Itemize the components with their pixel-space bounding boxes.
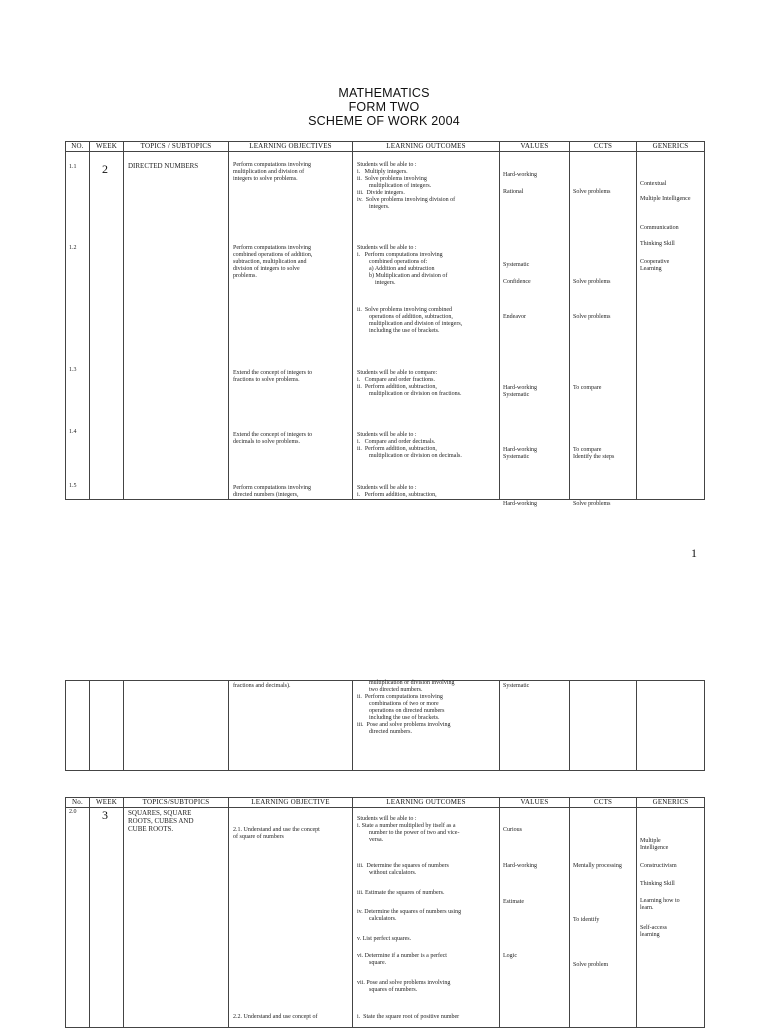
values-column: [500, 681, 570, 771]
generic-text: Thinking Skill: [640, 881, 675, 887]
generic-text: Multiple Intelligence: [640, 196, 691, 202]
generic-text: Multiple Intelligence: [640, 838, 669, 851]
outcome-1-5: Students will be able to : i. Perform addition, subtraction,: [357, 485, 437, 498]
header-no: No.: [66, 798, 90, 808]
outcome-continuation: multiplication or division involving two directed numbers. ii. Perform computations involving combinations of two or more operations on directed numbers including the use of brackets. iii. Pose and solve problems involving directed numbers.: [357, 680, 455, 735]
scheme-table-1: [65, 141, 705, 507]
table-body-row: [66, 152, 705, 500]
header-learning-objectives: LEARNING OBJECTIVES: [229, 142, 353, 152]
generic-text: Learning how to learn.: [640, 898, 680, 911]
objective-1-1: Perform computations involving multiplication and division of integers to solve problems.: [233, 162, 311, 182]
title-form-two: FORM TWO: [348, 100, 420, 114]
page-number: 1: [691, 546, 697, 560]
ccts-text: To compare Identify the steps: [573, 447, 615, 460]
table-body-row: [66, 808, 705, 1028]
objectives-column: [229, 808, 353, 1028]
topics-column: [124, 152, 229, 500]
header-topics: TOPICS/SUBTOPICS: [124, 798, 229, 808]
continuation-table: [65, 680, 705, 771]
header-generics: GENERICS: [637, 142, 705, 152]
header-values: VALUES: [500, 798, 570, 808]
ccts-column: [570, 152, 637, 507]
table-header-row: [66, 142, 705, 152]
week-number: 3: [102, 808, 108, 822]
outcomes-column: [353, 808, 500, 1028]
objectives-column: [229, 152, 353, 500]
objective-1-5: Perform computations involving directed numbers (integers,: [233, 485, 311, 498]
value-text: Systematic: [503, 683, 530, 689]
ccts-text: Solve problems: [573, 501, 611, 507]
outcome-2: Students will be able to : i. State a number multiplied by itself as a number to the power of two and vice- versa.: [357, 816, 460, 843]
week-number: 2: [102, 162, 108, 176]
value-text: Estimate: [503, 899, 524, 905]
ccts-text: To identify: [573, 917, 600, 923]
value-text: Hard-working Systematic: [503, 385, 537, 398]
outcome-1-2-ii: ii. Solve problems involving combined operations of addition, subtraction, multiplication and division of integers, including the use of brackets.: [357, 307, 463, 334]
outcome-2-iii-b: iii. Estimate the squares of numbers.: [357, 890, 445, 896]
generic-text: Self-access learning: [640, 925, 667, 938]
objective-1-4: Extend the concept of integers to decimals to solve problems.: [233, 432, 313, 445]
generic-text: Cooperative Learning: [640, 259, 670, 272]
value-text: Hard-working: [503, 501, 537, 507]
ccts-text: To compare: [573, 385, 602, 391]
outcome-2-v: v. List perfect squares.: [357, 936, 412, 942]
ccts-text: Solve problems: [573, 279, 611, 285]
objective-2-1: 2.1. Understand and use the concept of square of numbers: [233, 827, 320, 840]
header-learning-outcomes: LEARNING OUTCOMES: [353, 798, 500, 808]
outcome-2-vi: vi. Determine if a number is a perfect square.: [357, 953, 447, 966]
value-text: Endeavor: [503, 314, 526, 320]
generics-column: [637, 152, 705, 500]
value-text: Hard-working Systematic: [503, 447, 537, 460]
value-text: Curious: [503, 827, 523, 833]
header-learning-outcomes: LEARNING OUTCOMES: [353, 142, 500, 152]
outcome-2-iii: iii. Determine the squares of numbers without calculators.: [357, 863, 449, 876]
header-ccts: CCTS: [570, 798, 637, 808]
objective-1-3: Extend the concept of integers to fractions to solve problems.: [233, 370, 313, 383]
ccts-text: Solve problems: [573, 189, 611, 195]
row-number: 1.1: [69, 164, 77, 170]
values-column: [500, 152, 570, 507]
outcome-2-vii: vii. Pose and solve problems involving squares of numbers.: [357, 980, 451, 993]
value-text: Hard-working: [503, 863, 537, 869]
outcome-1-2: Students will be able to : i. Perform computations involving combined operations of: a) Addition and subtraction b) Multiplication and division of integers.: [357, 245, 448, 286]
value-text: Logic: [503, 953, 517, 959]
table-header-row: [66, 798, 705, 808]
title-mathematics: MATHEMATICS: [338, 86, 430, 100]
topic-squares: SQUARES, SQUARE ROOTS, CUBES AND CUBE ROOTS.: [128, 809, 194, 833]
outcome-1-3: Students will be able to compare: i. Compare and order fractions. ii. Perform addition, subtraction, multiplication or division on fractions.: [357, 370, 462, 397]
outcome-2-2-i: i. State the square root of positive number: [357, 1014, 460, 1020]
value-text: Hard-working: [503, 172, 537, 178]
outcomes-column: [353, 681, 500, 771]
topic-directed-numbers: DIRECTED NUMBERS: [128, 162, 199, 170]
objective-1-2: Perform computations involving combined operations of addition, subtraction, multiplication and division of integers to solve problems.: [233, 245, 313, 279]
header-week: WEEK: [90, 798, 124, 808]
row-number: 1.2: [69, 245, 77, 251]
generic-text: Constructivism: [640, 863, 677, 869]
row-number: 1.3: [69, 367, 77, 373]
row-number: 1.5: [69, 483, 77, 489]
topics-column: [124, 808, 229, 1028]
generic-text: Contextual: [640, 181, 667, 187]
ccts-text: Mentally processing: [573, 863, 622, 869]
row-number: 2.0: [69, 809, 77, 815]
header-learning-objective: LEARNING OBJECTIVE: [229, 798, 353, 808]
value-text: Rational: [503, 189, 524, 195]
header-values: VALUES: [500, 142, 570, 152]
week-column: [90, 808, 124, 1028]
objective-2-2: 2.2. Understand and use concept of: [233, 1014, 318, 1020]
title-scheme-of-work: SCHEME OF WORK 2004: [308, 114, 460, 128]
header-week: WEEK: [90, 142, 124, 152]
outcome-1-4: Students will be able to : i. Compare and order decimals. ii. Perform addition, subtraction, multiplication or division on decimals.: [357, 432, 462, 459]
header-generics: GENERICS: [637, 798, 705, 808]
value-text: Confidence: [503, 279, 531, 285]
generic-text: Communication: [640, 225, 679, 231]
continuation-row: [66, 681, 705, 771]
ccts-text: Solve problems: [573, 314, 611, 320]
no-column: [66, 808, 90, 1028]
header-no: NO.: [66, 142, 90, 152]
header-ccts: CCTS: [570, 142, 637, 152]
header-topics: TOPICS / SUBTOPICS: [124, 142, 229, 152]
outcomes-column: [353, 152, 500, 500]
generic-text: Thinking Skill: [640, 241, 675, 247]
scheme-table-2: [65, 797, 705, 1028]
values-column: [500, 808, 570, 1028]
outcome-1-1: Students will be able to : i. Multiply integers. ii. Solve problems involving multiplication of integers. iii. Divide integers. iv. Solve problems involving division of integers.: [357, 162, 456, 210]
week-column: [90, 152, 124, 500]
no-column: [66, 152, 90, 500]
generics-column: [637, 808, 705, 1028]
value-text: Systematic: [503, 262, 530, 268]
row-number: 1.4: [69, 429, 77, 435]
outcome-2-iv: iv. Determine the squares of numbers using calculators.: [357, 909, 462, 922]
objective-continuation: fractions and decimals).: [233, 683, 291, 689]
ccts-column: [570, 808, 637, 1028]
ccts-text: Solve problem: [573, 962, 609, 968]
objectives-column: [229, 681, 353, 771]
